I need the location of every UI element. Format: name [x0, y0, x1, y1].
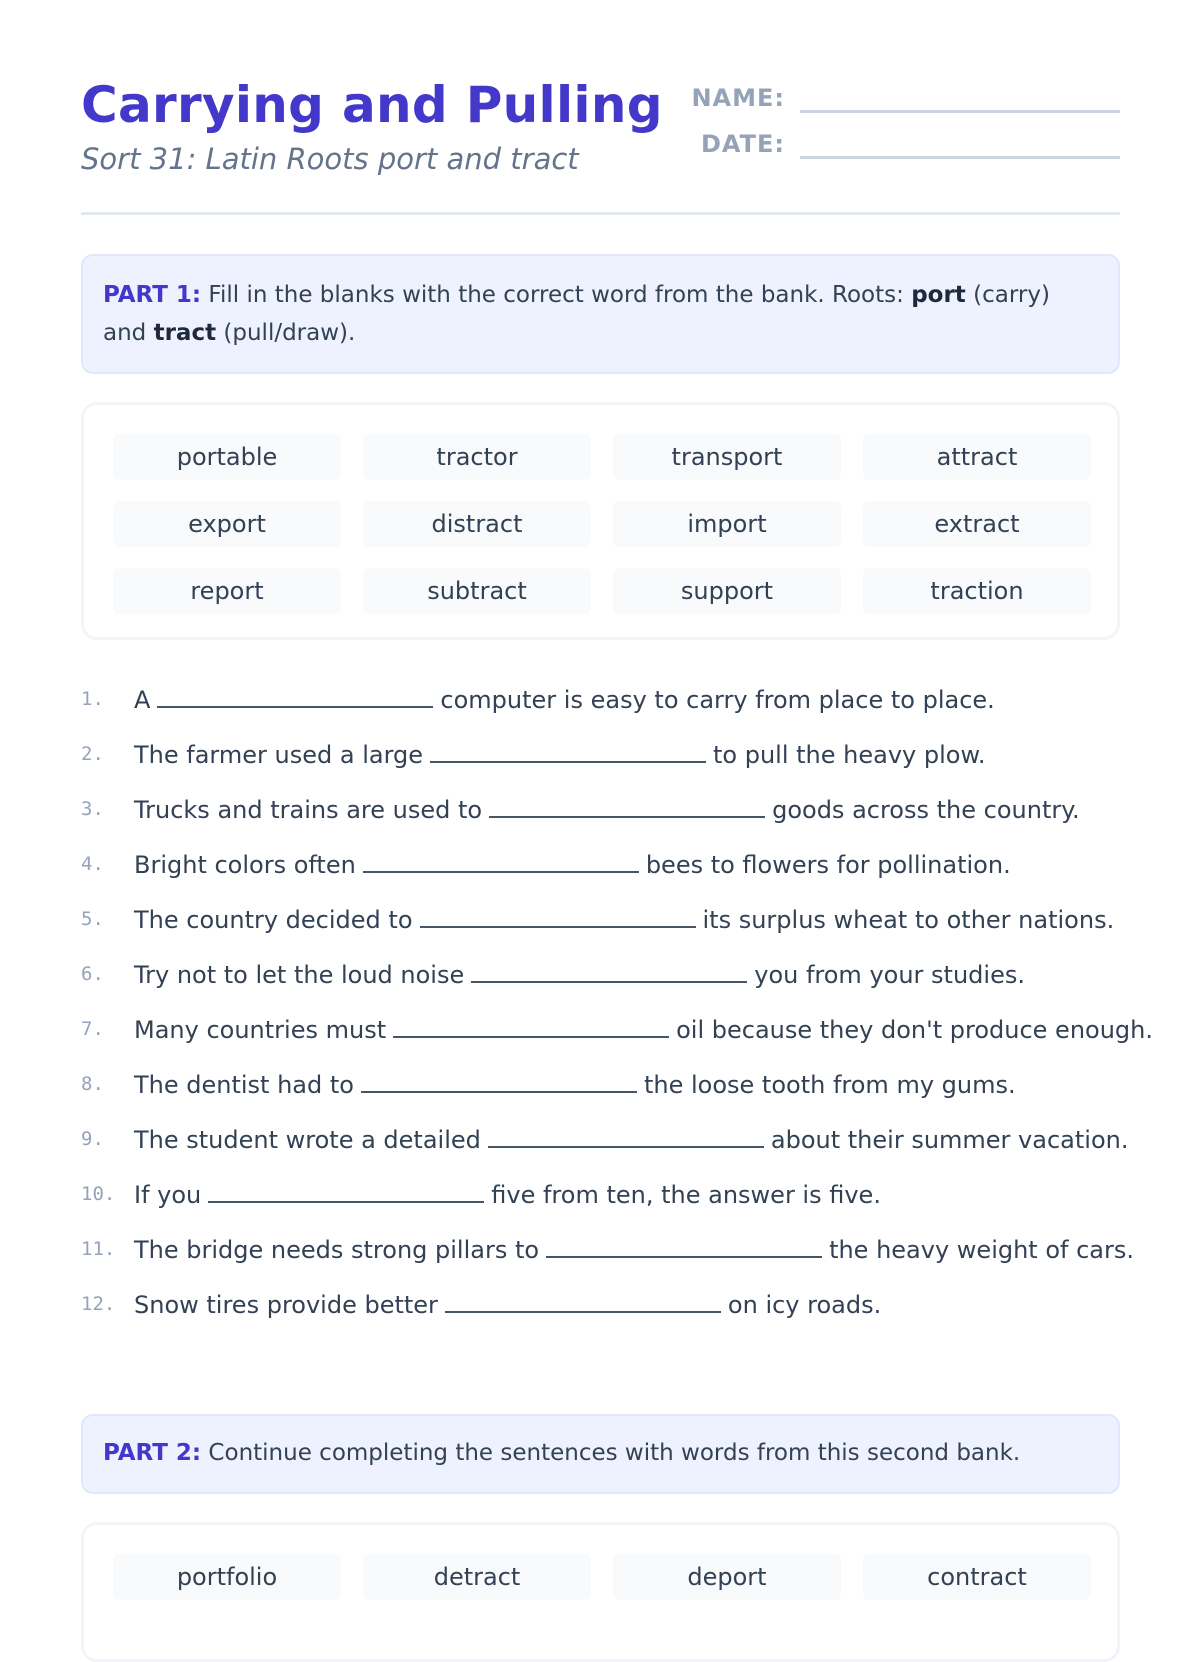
name-field[interactable] — [800, 110, 1120, 113]
word-chip: contract — [863, 1554, 1091, 1600]
sentence-item — [81, 1006, 1153, 1061]
sentence-before: The farmer used a large — [134, 741, 424, 769]
date-row — [677, 128, 1120, 168]
sentence-item — [81, 731, 1141, 786]
answer-blank[interactable] — [546, 1234, 822, 1258]
sentence-number: 8. — [81, 1073, 104, 1095]
word-chip: portable — [113, 434, 341, 480]
root-port: port — [911, 282, 966, 308]
sentence-item — [81, 896, 1141, 951]
sentence-list — [81, 676, 1153, 1336]
sentence-item — [81, 1061, 1141, 1116]
part1-label: PART 1: — [103, 282, 202, 308]
worksheet-subtitle: Sort 31: Latin Roots port and tract — [81, 142, 579, 176]
worksheet-title: Carrying and Pulling — [81, 76, 663, 134]
answer-blank[interactable] — [393, 1014, 669, 1038]
word-bank-2 — [81, 1522, 1120, 1662]
sentence-number: 1. — [81, 688, 104, 710]
sentence-item — [81, 1116, 1141, 1171]
word-chip: portfolio — [113, 1554, 341, 1600]
sentence-before: The student wrote a detailed — [134, 1126, 481, 1154]
sentence-item — [81, 786, 1141, 841]
sentence-item — [81, 1281, 1141, 1336]
answer-blank[interactable] — [157, 684, 433, 708]
part1-instructions — [81, 254, 1120, 374]
sentence-number: 12. — [81, 1293, 116, 1315]
sentence-before: Try not to let the loud noise — [134, 961, 465, 989]
answer-blank[interactable] — [363, 849, 639, 873]
word-bank-1 — [81, 402, 1120, 640]
sentence-before: Many countries must — [134, 1016, 387, 1044]
part2-label: PART 2: — [103, 1440, 202, 1466]
name-label: NAME: — [691, 84, 785, 112]
worksheet-header — [81, 70, 1120, 215]
word-chip: report — [113, 568, 341, 614]
date-label: DATE: — [701, 130, 785, 158]
root-tract: tract — [153, 320, 217, 346]
answer-blank[interactable] — [489, 794, 765, 818]
sentence-number: 9. — [81, 1128, 104, 1150]
word-chip: subtract — [363, 568, 591, 614]
word-chip: detract — [363, 1554, 591, 1600]
part1-text-c: (pull/draw). — [216, 320, 356, 346]
word-chip: attract — [863, 434, 1091, 480]
sentence-number: 6. — [81, 963, 104, 985]
sentence-after: five from ten, the answer is five. — [491, 1181, 881, 1209]
sentence-after: you from your studies. — [754, 961, 1025, 989]
answer-blank[interactable] — [445, 1289, 721, 1313]
sentence-number: 10. — [81, 1183, 116, 1205]
sentence-number: 3. — [81, 798, 104, 820]
sentence-before: The dentist had to — [134, 1071, 354, 1099]
sentence-after: the heavy weight of cars. — [829, 1236, 1135, 1264]
sentence-before: A — [134, 686, 151, 714]
answer-blank[interactable] — [471, 959, 747, 983]
part2-instructions — [81, 1414, 1120, 1494]
word-chip: extract — [863, 501, 1091, 547]
answer-blank[interactable] — [430, 739, 706, 763]
name-row — [677, 82, 1120, 122]
date-field[interactable] — [800, 156, 1120, 159]
word-chip: import — [613, 501, 841, 547]
sentence-after: goods across the country. — [772, 796, 1080, 824]
sentence-after: the loose tooth from my gums. — [643, 1071, 1016, 1099]
word-chip: transport — [613, 434, 841, 480]
word-chip: support — [613, 568, 841, 614]
sentence-before: If you — [134, 1181, 202, 1209]
sentence-number: 2. — [81, 743, 104, 765]
answer-blank[interactable] — [208, 1179, 484, 1203]
sentence-after: to pull the heavy plow. — [713, 741, 986, 769]
sentence-after: oil because they don't produce enough. — [676, 1016, 1153, 1044]
answer-blank[interactable] — [488, 1124, 764, 1148]
part1-text-b: (carry) and — [103, 282, 1050, 346]
word-chip: tractor — [363, 434, 591, 480]
sentence-number: 5. — [81, 908, 104, 930]
sentence-item — [81, 951, 1141, 1006]
word-chip: export — [113, 501, 341, 547]
sentence-number: 11. — [81, 1238, 116, 1260]
answer-blank[interactable] — [361, 1069, 637, 1093]
sentence-after: bees to flowers for pollination. — [645, 851, 1011, 879]
sentence-item — [81, 841, 1141, 896]
sentence-before: The country decided to — [134, 906, 413, 934]
sentence-item — [81, 1171, 1141, 1226]
sentence-before: Snow tires provide better — [134, 1291, 438, 1319]
sentence-number: 7. — [81, 1018, 104, 1040]
part2-text: Continue completing the sentences with words from this second bank. — [201, 1440, 1021, 1466]
sentence-after: computer is easy to carry from place to place. — [440, 686, 995, 714]
sentence-before: Trucks and trains are used to — [134, 796, 483, 824]
sentence-after: about their summer vacation. — [770, 1126, 1129, 1154]
sentence-after: on icy roads. — [727, 1291, 882, 1319]
word-chip: deport — [613, 1554, 841, 1600]
sentence-before: The bridge needs strong pillars to — [134, 1236, 540, 1264]
sentence-after: its surplus wheat to other nations. — [702, 906, 1115, 934]
sentence-item — [81, 1226, 1141, 1281]
word-chip: traction — [863, 568, 1091, 614]
sentence-item — [81, 676, 1141, 731]
part1-text-a: Fill in the blanks with the correct word from the bank. Roots: — [201, 282, 912, 308]
sentence-number: 4. — [81, 853, 104, 875]
word-chip: distract — [363, 501, 591, 547]
sentence-before: Bright colors often — [134, 851, 356, 879]
answer-blank[interactable] — [420, 904, 696, 928]
